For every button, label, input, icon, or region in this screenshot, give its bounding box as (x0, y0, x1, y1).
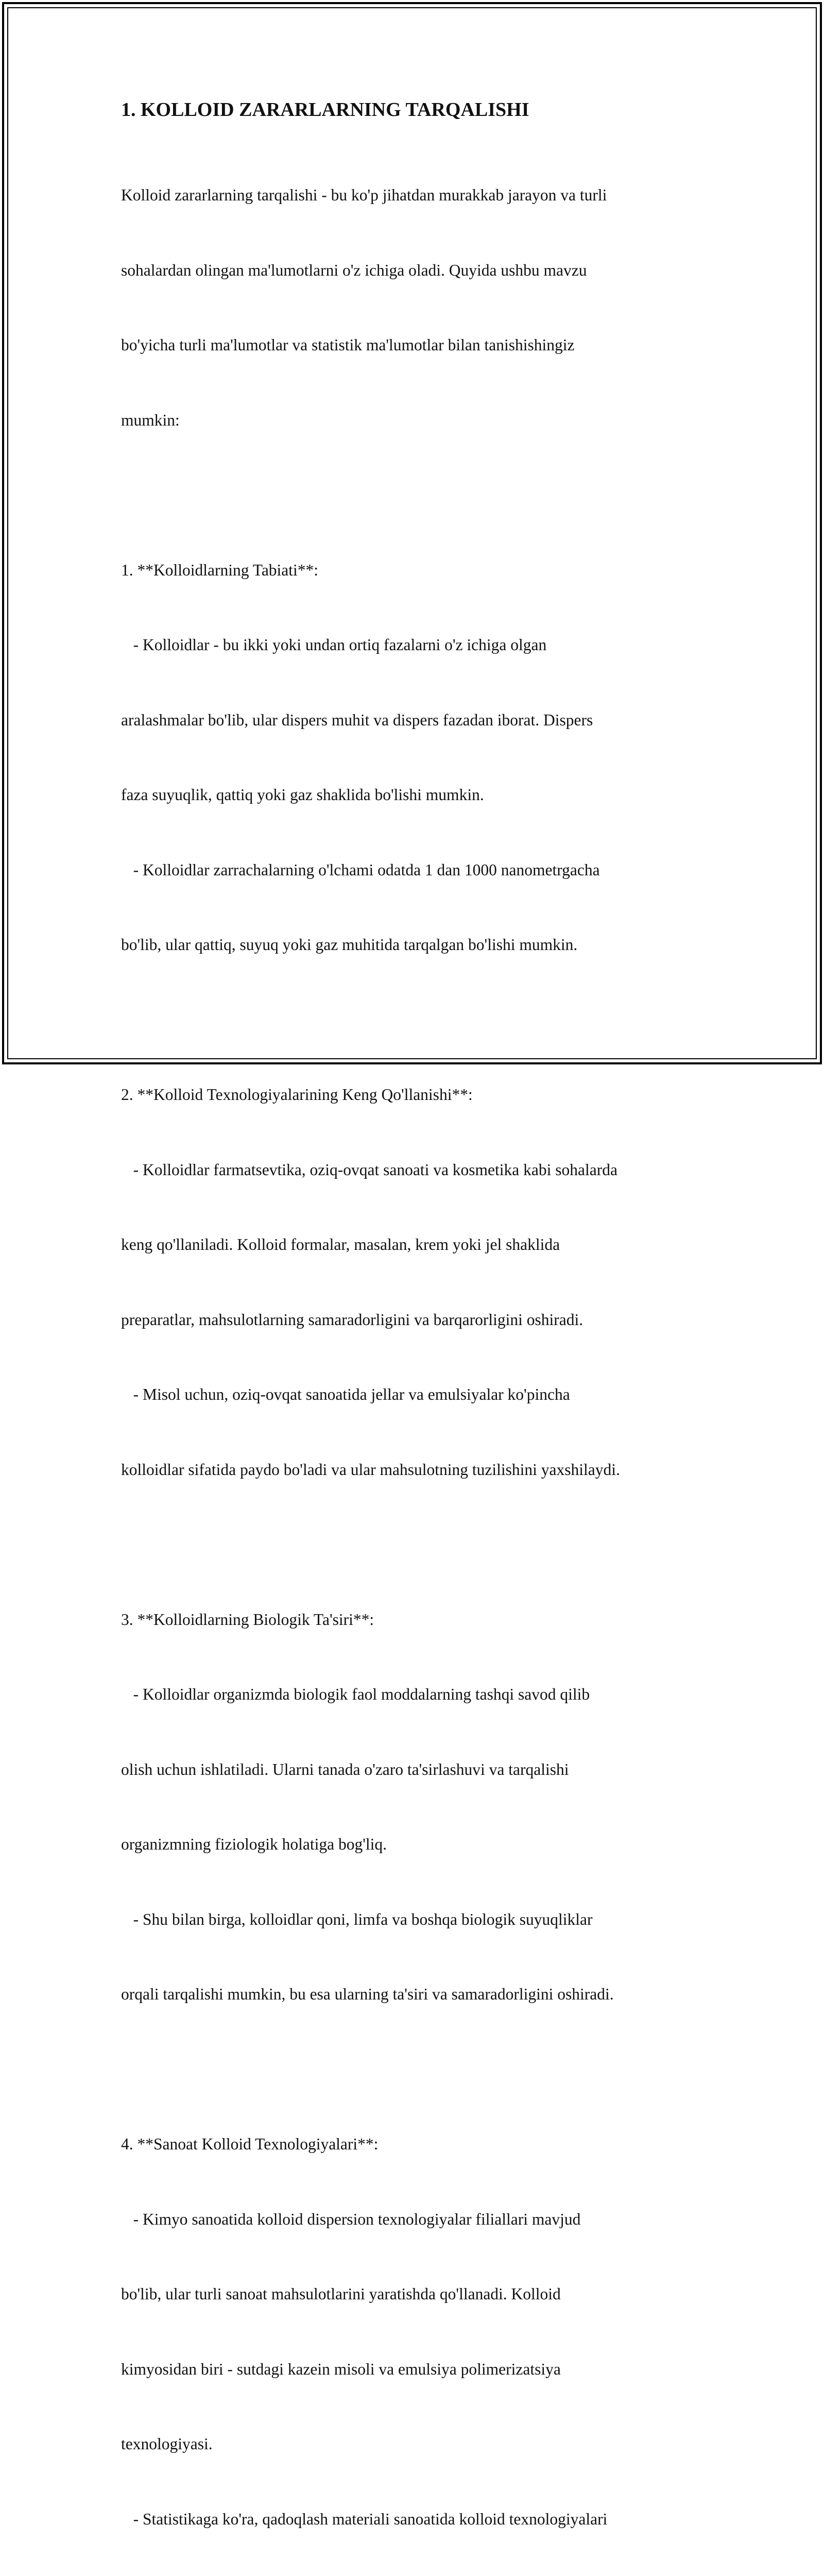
body-line: sohalardan olingan ma'lumotlarni o'z ichiga oladi. Quyida ushbu mavzu (121, 261, 587, 279)
document-body (121, 133, 734, 2576)
body-line: - Kimyo sanoatida kolloid dispersion texnologiyalar filiallari mavjud (121, 2210, 581, 2228)
body-line: - Kolloidlar farmatsevtika, oziq-ovqat sanoati va kosmetika kabi sohalarda (121, 1160, 617, 1179)
body-line: kolloidlar sifatida paydo bo'ladi va ular mahsulotning tuzilishini yaxshilaydi. (121, 1460, 620, 1479)
body-line: - Kolloidlar - bu ikki yoki undan ortiq fazalarni o'z ichiga olgan (121, 636, 547, 654)
section-heading: 4. **Sanoat Kolloid Texnologiyalari**: (121, 2135, 379, 2153)
body-line: - Kolloidlar organizmda biologik faol moddalarning tashqi savod qilib (121, 1685, 590, 1703)
section-heading: 3. **Kolloidlarning Biologik Ta'siri**: (121, 1610, 374, 1629)
body-line: keng qo'llaniladi. Kolloid formalar, masalan, krem yoki jel shaklida (121, 1235, 560, 1253)
body-line: - Statistikaga ko'ra, qadoqlash materiali sanoatida kolloid texnologiyalari (121, 2510, 608, 2528)
body-line: Kolloid zararlarning tarqalishi - bu ko'p jihatdan murakkab jarayon va turli (121, 186, 607, 204)
body-line: organizmning fiziologik holatiga bog'liq. (121, 1835, 387, 1853)
blank-line (121, 1532, 734, 1557)
body-line: - Kolloidlar zarrachalarning o'lchami odatda 1 dan 1000 nanometrgacha (121, 860, 600, 879)
body-line: bo'yicha turli ma'lumotlar va statistik ma'lumotlar bilan tanishishingiz (121, 336, 575, 354)
blank-line (121, 1008, 734, 1033)
body-line: aralashmalar bo'lib, ular dispers muhit va dispers fazadan iborat. Dispers (121, 710, 593, 729)
body-line: preparatlar, mahsulotlarning samaradorligini va barqarorligini oshiradi. (121, 1310, 583, 1329)
body-line: bo'lib, ular qattiq, suyuq yoki gaz muhitida tarqalgan bo'lishi mumkin. (121, 936, 578, 954)
document-title: 1. KOLLOID ZARARLARNING TARQALISHI (121, 99, 529, 121)
body-line: - Misol uchun, oziq-ovqat sanoatida jellar va emulsiyalar ko'pincha (121, 1385, 570, 1403)
body-line: mumkin: (121, 411, 180, 429)
body-line: faza suyuqlik, qattiq yoki gaz shaklida bo'lishi mumkin. (121, 786, 484, 804)
section-heading: 2. **Kolloid Texnologiyalarining Keng Qo'llanishi**: (121, 1086, 473, 1104)
body-line: texnologiyasi. (121, 2435, 213, 2453)
body-line: olish uchun ishlatiladi. Ularni tanada o'zaro ta'sirlashuvi va tarqalishi (121, 1760, 569, 1778)
blank-line (121, 483, 734, 508)
document-content (121, 97, 734, 2576)
body-line: - Shu bilan birga, kolloidlar qoni, limfa va boshqa biologik suyuqliklar (121, 1910, 593, 1928)
body-line: kimyosidan biri - sutdagi kazein misoli va emulsiya polimerizatsiya (121, 2360, 561, 2378)
blank-line (121, 2057, 734, 2082)
body-line: bo'lib, ular turli sanoat mahsulotlarini yaratishda qo'llanadi. Kolloid (121, 2285, 561, 2303)
section-heading: 1. **Kolloidlarning Tabiati**: (121, 561, 319, 579)
body-line: orqali tarqalishi mumkin, bu esa ularning ta'siri va samaradorligini oshiradi. (121, 1985, 614, 2003)
